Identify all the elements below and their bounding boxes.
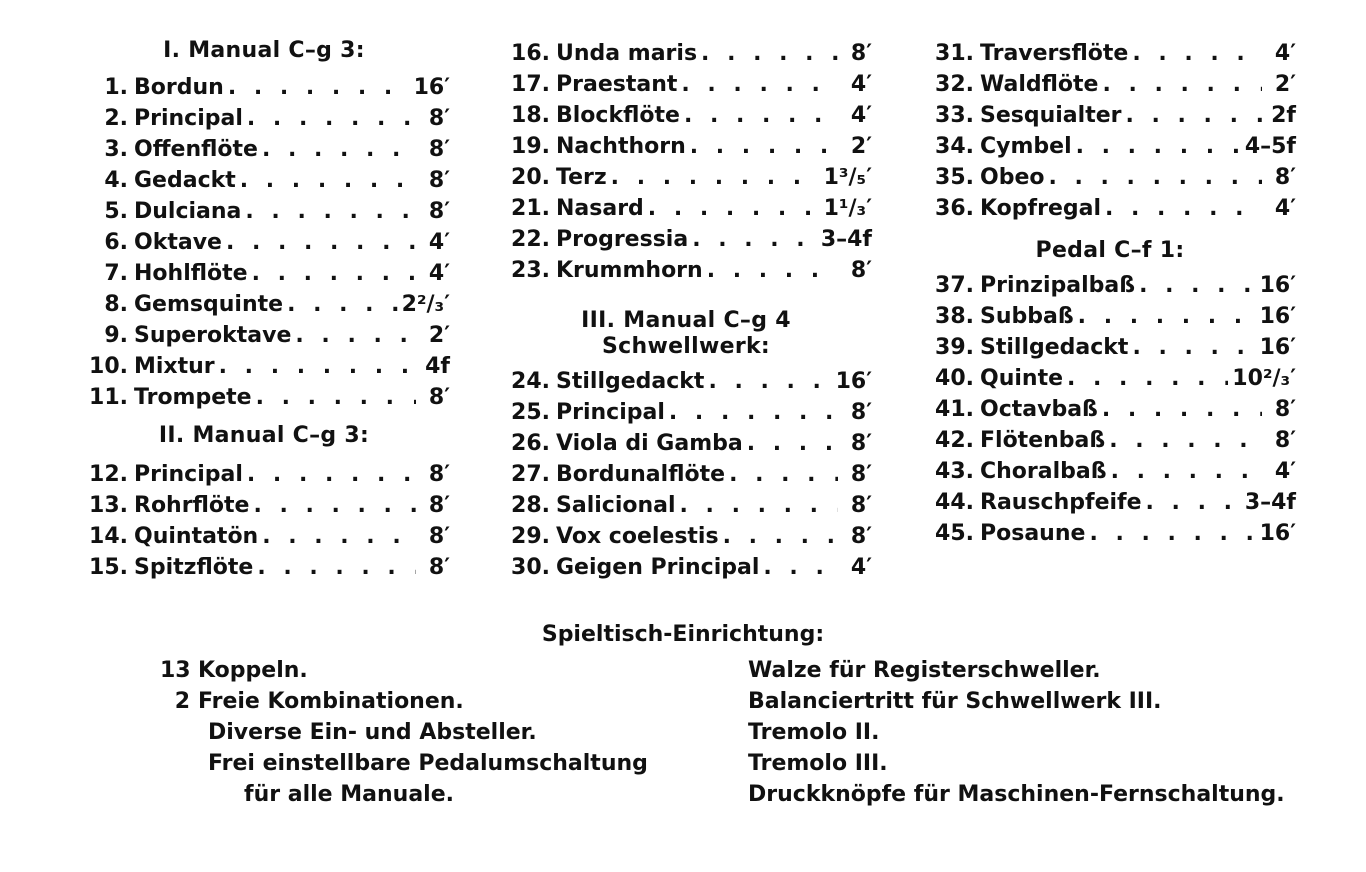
dot-leader	[1146, 487, 1241, 518]
stop-pitch: 4′	[850, 103, 872, 128]
stop-number: 4.	[104, 168, 128, 193]
column-3	[924, 38, 1296, 549]
stop-number: 25.	[511, 400, 550, 425]
dot-leader	[763, 552, 838, 583]
stop-name: Quintatön	[134, 524, 259, 549]
stop-name: Unda maris	[556, 41, 698, 66]
stop-number: 16.	[511, 41, 550, 66]
dot-leader	[1089, 518, 1255, 549]
dot-leader	[707, 255, 838, 286]
stop-number: 34.	[935, 134, 974, 159]
stop-number: 13.	[89, 493, 128, 518]
stop-pitch: 8′	[850, 41, 872, 66]
stop-row	[78, 134, 450, 165]
stop-row	[924, 162, 1296, 193]
stop-name: Principal	[134, 462, 243, 487]
stop-number: 21.	[511, 196, 550, 221]
stop-name: Spitzflöte	[134, 555, 254, 580]
stop-row	[78, 521, 450, 552]
console-line: Balanciertritt für Schwellwerk III.	[748, 689, 1162, 714]
dot-leader	[228, 72, 410, 103]
stop-name: Dulciana	[134, 199, 242, 224]
dot-leader	[252, 258, 416, 289]
stop-row	[78, 289, 450, 320]
console-line	[160, 655, 720, 686]
stop-pitch: 4′	[850, 555, 872, 580]
dot-leader	[257, 552, 416, 583]
stop-name: Nachthorn	[556, 134, 686, 159]
stop-row	[924, 69, 1296, 100]
stop-number: 27.	[511, 462, 550, 487]
stop-name: Oktave	[134, 230, 222, 255]
stop-row	[924, 332, 1296, 363]
stop-row	[924, 270, 1296, 301]
stop-name: Kopfregal	[980, 196, 1101, 221]
dot-leader	[1102, 394, 1262, 425]
stop-name: Superoktave	[134, 323, 292, 348]
stop-number: 22.	[511, 227, 550, 252]
stop-pitch: 4′	[850, 72, 872, 97]
dot-leader	[1078, 301, 1256, 332]
stop-pitch: 2′	[850, 134, 872, 159]
stop-row	[924, 456, 1296, 487]
dot-leader	[1076, 131, 1241, 162]
stop-row	[78, 490, 450, 521]
stop-pitch: 4–5f	[1244, 134, 1296, 159]
stop-row	[78, 103, 450, 134]
pedal-heading: Pedal C–f 1:	[1035, 238, 1185, 263]
stop-pitch: 16′	[1259, 335, 1296, 360]
stop-pitch: 8′	[428, 137, 450, 162]
stop-name: Flötenbaß	[980, 428, 1106, 453]
stop-row	[500, 428, 872, 459]
stop-number: 5.	[104, 199, 128, 224]
stop-number: 35.	[935, 165, 974, 190]
dot-leader	[287, 289, 398, 320]
stop-row	[500, 552, 872, 583]
stop-number: 18.	[511, 103, 550, 128]
manual-3-stop-list	[500, 366, 872, 583]
stop-pitch: 3–4f	[820, 227, 872, 252]
stop-pitch: 4′	[428, 261, 450, 286]
manual-1-stop-list	[78, 72, 450, 413]
stop-pitch: 8′	[850, 493, 872, 518]
stop-number: 41.	[935, 397, 974, 422]
dot-leader	[1111, 456, 1262, 487]
stop-row	[924, 301, 1296, 332]
dot-leader	[680, 490, 838, 521]
stop-name: Stillgedackt	[556, 369, 705, 394]
manual-2-stop-list	[78, 459, 450, 583]
stop-name: Subbaß	[980, 304, 1074, 329]
dot-leader	[262, 134, 416, 165]
stop-pitch: 2′	[1274, 72, 1296, 97]
stop-pitch: 4′	[1274, 41, 1296, 66]
console-line: Tremolo II.	[748, 720, 880, 745]
manual-3-stop-list-continued	[924, 38, 1296, 224]
stop-row	[78, 351, 450, 382]
console-text: Frei einstellbare Pedalumschaltung	[208, 751, 648, 776]
stop-name: Hohlflöte	[134, 261, 248, 286]
stop-number: 26.	[511, 431, 550, 456]
dot-leader	[1049, 162, 1263, 193]
stop-pitch: 16′	[1259, 304, 1296, 329]
stop-pitch: 16′	[835, 369, 872, 394]
stop-number: 10.	[89, 354, 128, 379]
stop-number: 36.	[935, 196, 974, 221]
manual-2-stop-list-continued	[500, 38, 872, 286]
console-left-list	[160, 655, 720, 810]
dot-leader	[1105, 193, 1262, 224]
manual-3-heading-line-1: III. Manual C–g 4	[581, 308, 791, 333]
stop-number: 43.	[935, 459, 974, 484]
stop-pitch: 8′	[850, 524, 872, 549]
stop-number: 17.	[511, 72, 550, 97]
stop-pitch: 8′	[1274, 165, 1296, 190]
dot-leader	[256, 382, 416, 413]
dot-leader	[1102, 69, 1262, 100]
pedal-stop-list	[924, 270, 1296, 549]
stop-row	[500, 69, 872, 100]
stop-number: 45.	[935, 521, 974, 546]
console-line	[160, 717, 720, 748]
stop-number: 7.	[104, 261, 128, 286]
dot-leader	[611, 162, 820, 193]
dot-leader	[692, 224, 817, 255]
manual-3-heading-line-2: Schwellwerk:	[602, 334, 770, 359]
stop-pitch: 8′	[428, 199, 450, 224]
stop-number: 2.	[104, 106, 128, 131]
stop-row	[924, 425, 1296, 456]
stop-name: Salicional	[556, 493, 676, 518]
stop-name: Trompete	[134, 385, 252, 410]
stop-pitch: 8′	[850, 431, 872, 456]
console-heading: Spieltisch-Einrichtung:	[541, 622, 825, 647]
dot-leader	[295, 320, 416, 351]
dot-leader	[253, 490, 416, 521]
stop-row	[500, 521, 872, 552]
stop-pitch: 8′	[1274, 428, 1296, 453]
stop-name: Choralbaß	[980, 459, 1107, 484]
dot-leader	[684, 100, 838, 131]
stop-number: 23.	[511, 258, 550, 283]
console-count: 13	[160, 658, 191, 683]
stop-row	[78, 258, 450, 289]
dot-leader	[219, 351, 416, 382]
stop-number: 40.	[935, 366, 974, 391]
stop-number: 6.	[104, 230, 128, 255]
stop-number: 15.	[89, 555, 128, 580]
dot-leader	[701, 38, 838, 69]
stop-number: 42.	[935, 428, 974, 453]
manual-2-heading: II. Manual C–g 3:	[158, 423, 370, 448]
stop-pitch: 8′	[428, 168, 450, 193]
stop-number: 38.	[935, 304, 974, 329]
stop-row	[78, 459, 450, 490]
stop-name: Bordun	[134, 75, 224, 100]
dot-leader	[262, 521, 416, 552]
stop-name: Progressia	[556, 227, 689, 252]
stop-number: 29.	[511, 524, 550, 549]
stop-row	[500, 490, 872, 521]
stop-pitch: 16′	[413, 75, 450, 100]
stop-name: Vox coelestis	[556, 524, 719, 549]
dot-leader	[648, 193, 820, 224]
stop-row	[78, 165, 450, 196]
stop-pitch: 10²/₃′	[1232, 366, 1296, 391]
stop-row	[924, 100, 1296, 131]
dot-leader	[723, 521, 838, 552]
stop-row	[500, 193, 872, 224]
stop-name: Rohrflöte	[134, 493, 250, 518]
console-text: Koppeln.	[198, 658, 308, 683]
stop-number: 1.	[104, 75, 128, 100]
dot-leader	[1132, 38, 1262, 69]
stop-name: Stillgedackt	[980, 335, 1129, 360]
dot-leader	[747, 428, 838, 459]
stop-number: 28.	[511, 493, 550, 518]
stop-number: 31.	[935, 41, 974, 66]
manual-1-heading: I. Manual C–g 3:	[163, 38, 365, 63]
stop-name: Cymbel	[980, 134, 1072, 159]
stop-row	[78, 227, 450, 258]
stop-name: Quinte	[980, 366, 1064, 391]
console-text: Freie Kombinationen.	[198, 689, 464, 714]
console-line: Druckknöpfe für Maschinen-Fernschaltung.	[748, 782, 1285, 807]
stop-pitch: 8′	[850, 258, 872, 283]
stop-name: Gedackt	[134, 168, 236, 193]
stop-name: Principal	[134, 106, 243, 131]
stop-number: 11.	[89, 385, 128, 410]
stop-name: Prinzipalbaß	[980, 273, 1136, 298]
stop-row	[500, 38, 872, 69]
stop-number: 8.	[104, 292, 128, 317]
stop-number: 24.	[511, 369, 550, 394]
dot-leader	[1109, 425, 1262, 456]
dot-leader	[708, 366, 831, 397]
manual-3-heading	[500, 308, 872, 360]
stop-pitch: 1³/₅′	[823, 165, 872, 190]
dot-leader	[681, 69, 838, 100]
stop-row	[78, 382, 450, 413]
stop-pitch: 8′	[428, 106, 450, 131]
stop-pitch: 4′	[1274, 196, 1296, 221]
console-count: 2	[174, 689, 190, 714]
stop-name: Gemsquinte	[134, 292, 284, 317]
stop-name: Octavbaß	[980, 397, 1098, 422]
stop-pitch: 2f	[1271, 103, 1296, 128]
column-2	[500, 38, 872, 583]
stop-number: 12.	[89, 462, 128, 487]
dot-leader	[245, 196, 416, 227]
stop-name: Offenflöte	[134, 137, 258, 162]
console-line: Walze für Registerschweller.	[748, 658, 1101, 683]
console-line	[160, 686, 720, 717]
stop-pitch: 4′	[428, 230, 450, 255]
stop-row	[924, 193, 1296, 224]
stop-name: Mixtur	[134, 354, 215, 379]
stop-row	[78, 552, 450, 583]
stop-name: Obeo	[980, 165, 1045, 190]
stop-number: 44.	[935, 490, 974, 515]
stop-pitch: 16′	[1259, 521, 1296, 546]
console-line	[160, 748, 720, 779]
dot-leader	[226, 227, 416, 258]
stop-row	[500, 366, 872, 397]
dot-leader	[1067, 363, 1228, 394]
stop-pitch: 4′	[1274, 459, 1296, 484]
stop-row	[78, 320, 450, 351]
stop-number: 32.	[935, 72, 974, 97]
dot-leader	[1126, 100, 1263, 131]
stop-number: 14.	[89, 524, 128, 549]
stop-row	[500, 459, 872, 490]
stop-number: 33.	[935, 103, 974, 128]
stop-pitch: 1¹/₃′	[823, 196, 872, 221]
stop-name: Posaune	[980, 521, 1086, 546]
stop-name: Viola di Gamba	[556, 431, 743, 456]
dot-leader	[247, 459, 416, 490]
dot-leader	[1132, 332, 1255, 363]
stop-pitch: 8′	[850, 400, 872, 425]
stop-row	[500, 397, 872, 428]
console-line: Tremolo III.	[748, 751, 888, 776]
stop-name: Bordunalflöte	[556, 462, 726, 487]
stop-number: 20.	[511, 165, 550, 190]
stop-name: Nasard	[556, 196, 644, 221]
stop-name: Geigen Principal	[556, 555, 760, 580]
dot-leader	[669, 397, 838, 428]
stop-pitch: 8′	[428, 555, 450, 580]
stop-name: Rauschpfeife	[980, 490, 1142, 515]
dot-leader	[729, 459, 838, 490]
stop-name: Sesquialter	[980, 103, 1122, 128]
dot-leader	[247, 103, 416, 134]
stop-row	[924, 363, 1296, 394]
stop-name: Krummhorn	[556, 258, 703, 283]
stop-row	[500, 131, 872, 162]
dot-leader	[1139, 270, 1256, 301]
stop-pitch: 8′	[428, 385, 450, 410]
stop-row	[924, 38, 1296, 69]
stop-number: 3.	[104, 137, 128, 162]
stop-pitch: 8′	[428, 462, 450, 487]
stop-name: Waldflöte	[980, 72, 1099, 97]
stop-pitch: 8′	[428, 493, 450, 518]
stop-row	[924, 518, 1296, 549]
stop-row	[924, 487, 1296, 518]
console-right-list	[748, 655, 1348, 810]
stop-name: Principal	[556, 400, 665, 425]
console-line	[160, 779, 720, 810]
stop-pitch: 8′	[428, 524, 450, 549]
stop-row	[924, 131, 1296, 162]
console-text: für alle Manuale.	[244, 782, 454, 807]
stop-row	[500, 224, 872, 255]
stop-pitch: 8′	[1274, 397, 1296, 422]
stop-name: Traversflöte	[980, 41, 1129, 66]
stop-name: Terz	[556, 165, 607, 190]
stop-row	[500, 255, 872, 286]
stop-row	[500, 100, 872, 131]
stop-row	[78, 72, 450, 103]
stop-number: 37.	[935, 273, 974, 298]
stop-name: Blockflöte	[556, 103, 680, 128]
stop-pitch: 4f	[425, 354, 450, 379]
stop-row	[924, 394, 1296, 425]
console-text: Diverse Ein- und Absteller.	[208, 720, 537, 745]
stop-pitch: 2′	[428, 323, 450, 348]
stop-number: 30.	[511, 555, 550, 580]
stop-pitch: 2²/₃′	[401, 292, 450, 317]
stop-pitch: 8′	[850, 462, 872, 487]
stop-number: 19.	[511, 134, 550, 159]
dot-leader	[240, 165, 416, 196]
stop-row	[78, 196, 450, 227]
stop-row	[500, 162, 872, 193]
column-1	[78, 38, 450, 583]
stop-pitch: 16′	[1259, 273, 1296, 298]
stop-number: 39.	[935, 335, 974, 360]
stop-name: Praestant	[556, 72, 678, 97]
stop-number: 9.	[104, 323, 128, 348]
dot-leader	[690, 131, 838, 162]
stop-pitch: 3–4f	[1244, 490, 1296, 515]
